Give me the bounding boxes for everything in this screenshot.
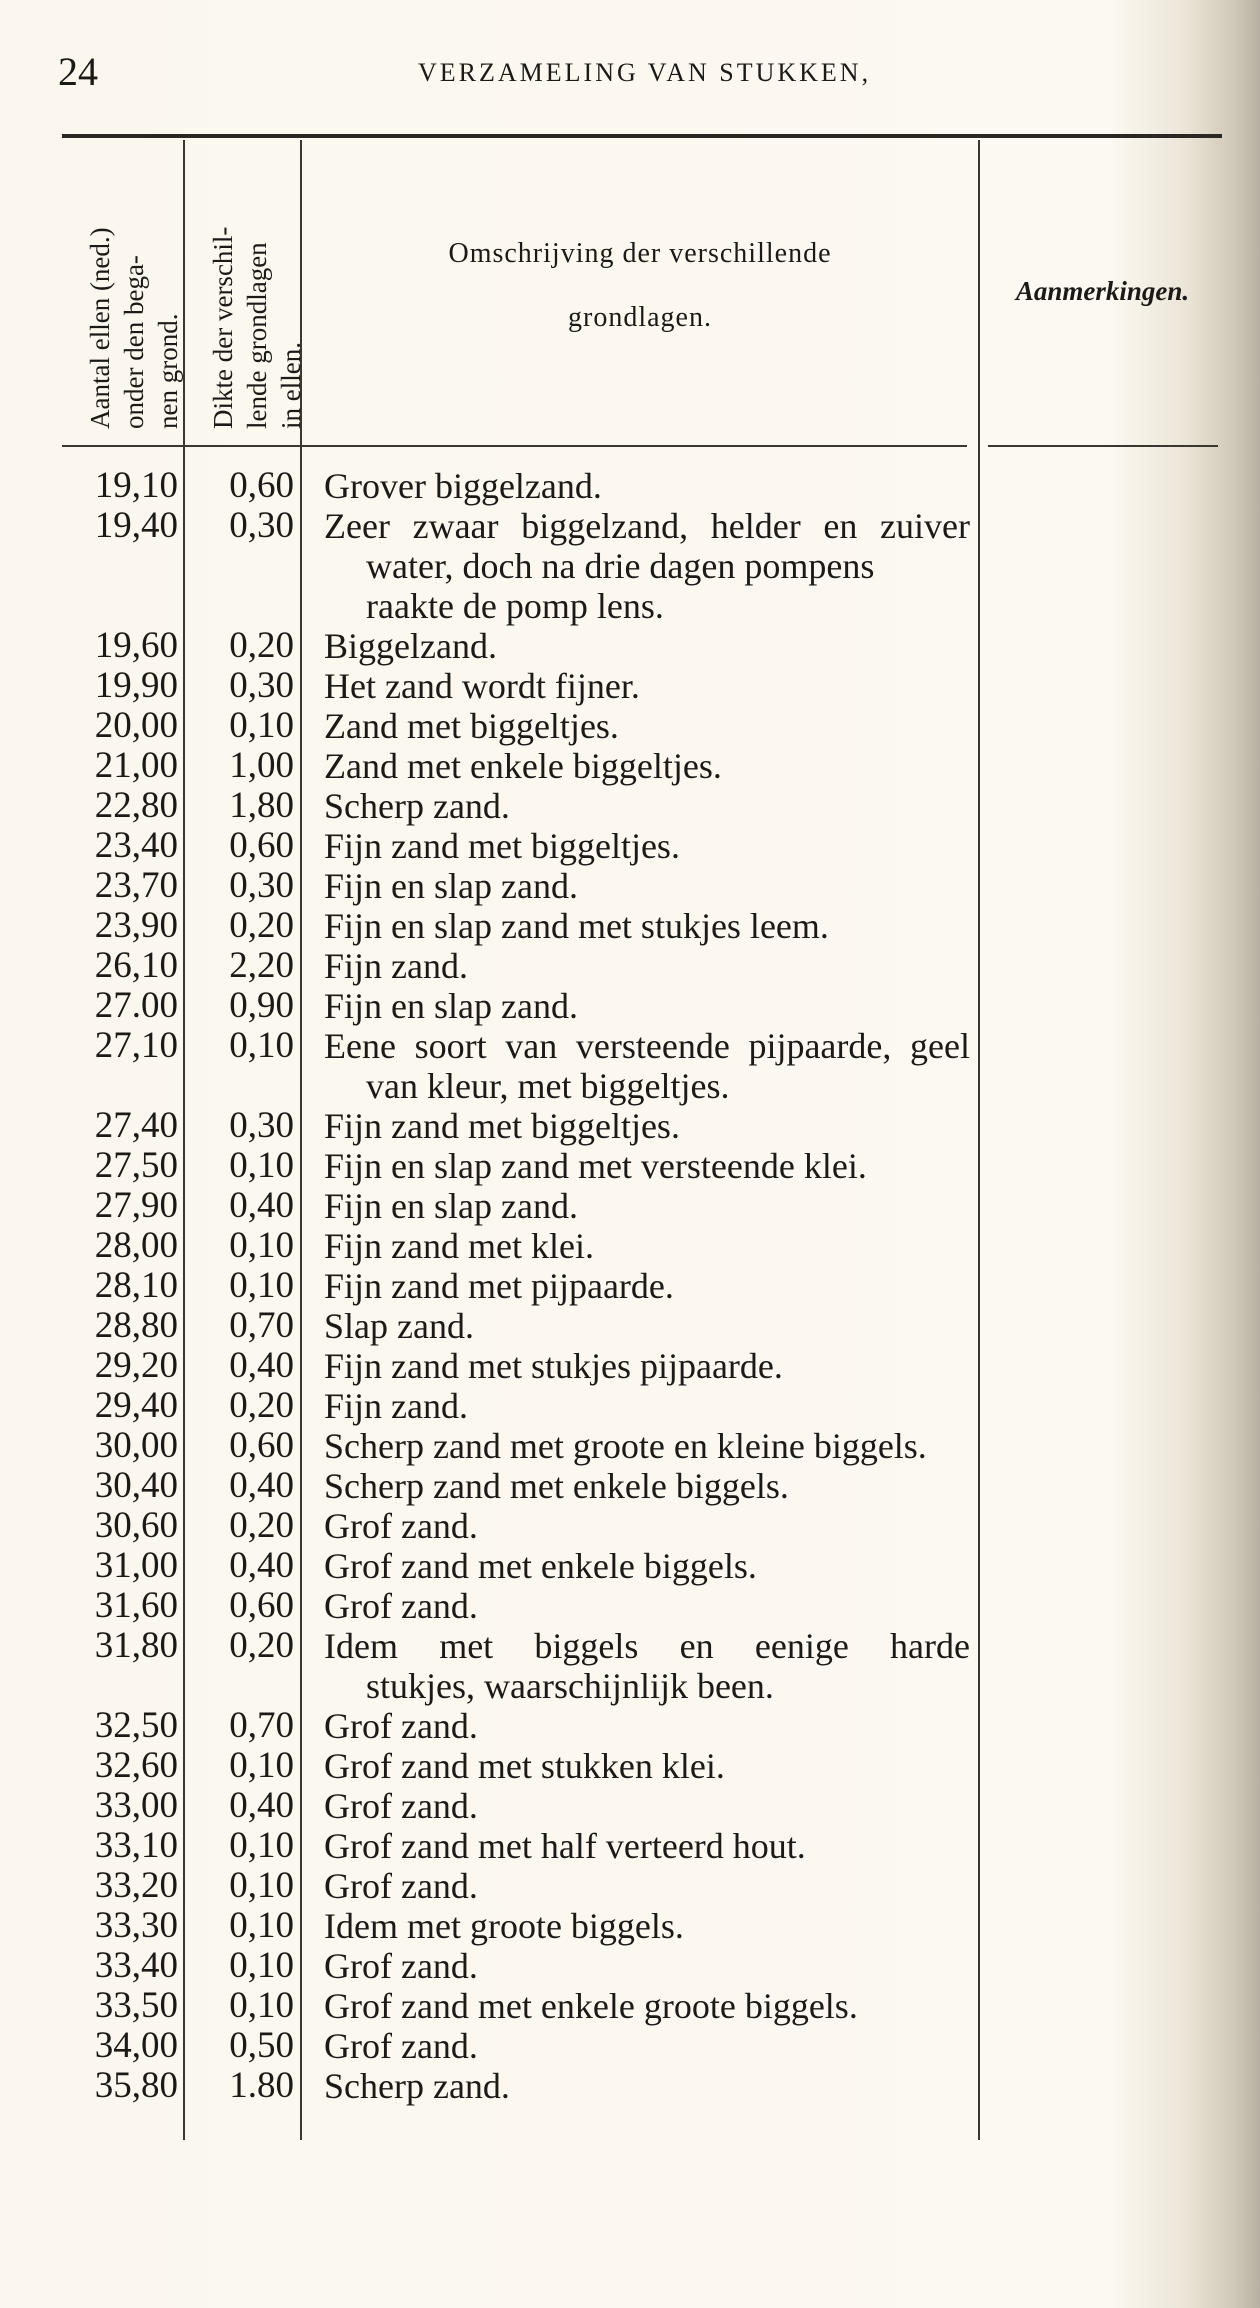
description-cell <box>324 1506 970 1546</box>
thickness-value: 0,10 <box>229 1985 294 2026</box>
description-line: Fijn zand met klei. <box>324 1226 594 1266</box>
description-cell <box>324 1746 970 1786</box>
description-line: Eene soort van versteende pijpaarde, geel <box>324 1026 970 1066</box>
description-line: Grover biggelzand. <box>324 466 602 506</box>
table-row <box>0 626 1260 666</box>
depth-value: 33,20 <box>94 1865 178 1906</box>
thickness-value: 1.80 <box>229 2065 294 2106</box>
thickness-value: 0,10 <box>229 1225 294 1266</box>
description-line: Fijn zand. <box>324 1386 468 1426</box>
table-row <box>0 1986 1260 2026</box>
depth-value: 33,10 <box>94 1825 178 1866</box>
description-cell <box>324 1466 970 1506</box>
table-row <box>0 1826 1260 1866</box>
description-cell <box>324 1146 970 1186</box>
table-row <box>0 1346 1260 1386</box>
depth-value: 19,40 <box>94 505 178 546</box>
description-line: Biggelzand. <box>324 626 497 666</box>
description-cell <box>324 1266 970 1306</box>
thickness-value: 0,30 <box>229 505 294 546</box>
depth-value: 23,40 <box>94 825 178 866</box>
table-row <box>0 1866 1260 1906</box>
table-row <box>0 1466 1260 1506</box>
description-line: van kleur, met biggeltjes. <box>366 1066 730 1106</box>
description-line: Idem met groote biggels. <box>324 1906 684 1946</box>
table-row <box>0 1906 1260 1946</box>
depth-value: 27,40 <box>94 1105 178 1146</box>
table-row <box>0 466 1260 506</box>
thickness-value: 0,40 <box>229 1345 294 1386</box>
description-cell <box>324 1186 970 1226</box>
description-line: Grof zand. <box>324 1946 478 1986</box>
description-cell <box>324 1946 970 1986</box>
depth-value: 32,60 <box>94 1745 178 1786</box>
thickness-value: 0,10 <box>229 1025 294 1066</box>
description-line: Fijn zand met biggeltjes. <box>324 1106 680 1146</box>
description-line: Scherp zand met groote en kleine biggels. <box>324 1426 927 1466</box>
description-line: Fijn en slap zand. <box>324 866 578 906</box>
description-line: Fijn zand. <box>324 946 468 986</box>
thickness-value: 0,20 <box>229 1505 294 1546</box>
table-row <box>0 786 1260 826</box>
thickness-value: 0,60 <box>229 465 294 506</box>
description-cell <box>324 1586 970 1626</box>
column-header-description-line1: Omschrijving der verschillende <box>448 238 832 269</box>
table-row <box>0 1226 1260 1266</box>
table-row <box>0 506 1260 626</box>
table-row <box>0 2026 1260 2066</box>
description-cell <box>324 1386 970 1426</box>
thickness-value: 0,10 <box>229 1945 294 1986</box>
table-row <box>0 1546 1260 1586</box>
description-line: Grof zand. <box>324 1506 478 1546</box>
description-line: Zand met enkele biggeltjes. <box>324 746 722 786</box>
description-line: Fijn en slap zand. <box>324 1186 578 1226</box>
thickness-value: 0,30 <box>229 665 294 706</box>
depth-value: 34,00 <box>94 2025 178 2066</box>
thickness-value: 1,00 <box>229 745 294 786</box>
thickness-value: 0,70 <box>229 1305 294 1346</box>
description-cell <box>324 866 970 906</box>
depth-value: 29,40 <box>94 1385 178 1426</box>
depth-value: 28,00 <box>94 1225 178 1266</box>
description-cell <box>324 1546 970 1586</box>
description-line: Grof zand met enkele groote biggels. <box>324 1986 858 2026</box>
description-cell <box>324 666 970 706</box>
description-cell <box>324 706 970 746</box>
column-header-depth: Aantal ellen (ned.) onder den bega- nen grond. <box>85 227 183 429</box>
table-row <box>0 1786 1260 1826</box>
description-cell <box>324 1866 970 1906</box>
description-line: Scherp zand. <box>324 786 510 826</box>
thickness-value: 0,10 <box>229 1865 294 1906</box>
description-cell <box>324 2026 970 2066</box>
depth-value: 30,00 <box>94 1425 178 1466</box>
description-cell <box>324 1106 970 1146</box>
thickness-value: 0,10 <box>229 1265 294 1306</box>
column-header-description-line2: grondlagen. <box>568 302 712 333</box>
description-cell <box>324 906 970 946</box>
column-header-thickness: Dikte der verschil- lende grondlagen in ellen. <box>208 226 306 429</box>
description-line: water, doch na drie dagen pompens <box>366 546 875 586</box>
description-line: Grof zand. <box>324 2026 478 2066</box>
description-line: Slap zand. <box>324 1306 474 1346</box>
description-cell <box>324 1826 970 1866</box>
description-cell <box>324 506 970 626</box>
depth-value: 28,10 <box>94 1265 178 1306</box>
table-row <box>0 1306 1260 1346</box>
depth-value: 22,80 <box>94 785 178 826</box>
thickness-value: 0,70 <box>229 1705 294 1746</box>
table-row <box>0 1506 1260 1546</box>
table-row <box>0 1586 1260 1626</box>
thickness-value: 1,80 <box>229 785 294 826</box>
depth-value: 27.00 <box>94 985 178 1026</box>
description-line: Zand met biggeltjes. <box>324 706 619 746</box>
description-cell <box>324 826 970 866</box>
depth-value: 20,00 <box>94 705 178 746</box>
table-row <box>0 1626 1260 1706</box>
depth-value: 35,80 <box>94 2065 178 2106</box>
description-line: Zeer zwaar biggelzand, helder en zuiver <box>324 506 970 546</box>
depth-value: 23,70 <box>94 865 178 906</box>
thickness-value: 2,20 <box>229 945 294 986</box>
thickness-value: 0,20 <box>229 1385 294 1426</box>
description-cell <box>324 1626 970 1706</box>
table-row <box>0 1266 1260 1306</box>
thickness-value: 0,10 <box>229 1145 294 1186</box>
description-cell <box>324 746 970 786</box>
description-line: Fijn zand met stukjes pijpaarde. <box>324 1346 783 1386</box>
description-line: Idem met biggels en eenige harde <box>324 1626 970 1666</box>
description-cell <box>324 1426 970 1466</box>
thickness-value: 0,30 <box>229 1105 294 1146</box>
description-cell <box>324 1226 970 1266</box>
description-cell <box>324 1906 970 1946</box>
description-cell <box>324 466 970 506</box>
description-line: Grof zand. <box>324 1866 478 1906</box>
depth-value: 31,00 <box>94 1545 178 1586</box>
description-cell <box>324 1986 970 2026</box>
depth-value: 30,60 <box>94 1505 178 1546</box>
table-row <box>0 2066 1260 2106</box>
description-cell <box>324 1706 970 1746</box>
description-cell <box>324 1786 970 1826</box>
depth-value: 33,00 <box>94 1785 178 1826</box>
depth-value: 33,30 <box>94 1905 178 1946</box>
table-row <box>0 986 1260 1026</box>
description-line: Fijn en slap zand met versteende klei. <box>324 1146 867 1186</box>
description-line: Fijn zand met biggeltjes. <box>324 826 680 866</box>
thickness-value: 0,20 <box>229 1625 294 1666</box>
depth-value: 26,10 <box>94 945 178 986</box>
description-cell <box>324 626 970 666</box>
thickness-value: 0,60 <box>229 1585 294 1626</box>
thickness-value: 0,40 <box>229 1185 294 1226</box>
table-row <box>0 1106 1260 1146</box>
header-rule-left <box>62 445 967 447</box>
depth-value: 33,40 <box>94 1945 178 1986</box>
table-row <box>0 1746 1260 1786</box>
running-title: VERZAMELING VAN STUKKEN, <box>418 58 872 87</box>
description-line: Het zand wordt fijner. <box>324 666 640 706</box>
table-row <box>0 746 1260 786</box>
description-line: Fijn en slap zand. <box>324 986 578 1026</box>
description-line: stukjes, waarschijnlijk been. <box>366 1666 774 1706</box>
description-cell <box>324 2066 970 2106</box>
description-cell <box>324 1026 970 1106</box>
depth-value: 19,60 <box>94 625 178 666</box>
depth-value: 19,90 <box>94 665 178 706</box>
depth-value: 23,90 <box>94 905 178 946</box>
depth-value: 31,80 <box>94 1625 178 1666</box>
thickness-value: 0,20 <box>229 625 294 666</box>
thickness-value: 0,60 <box>229 825 294 866</box>
table-row <box>0 1146 1260 1186</box>
thickness-value: 0,50 <box>229 2025 294 2066</box>
table-row <box>0 946 1260 986</box>
description-line: Scherp zand. <box>324 2066 510 2106</box>
table-row <box>0 666 1260 706</box>
table-row <box>0 906 1260 946</box>
depth-value: 21,00 <box>94 745 178 786</box>
table-row <box>0 1946 1260 1986</box>
thickness-value: 0,60 <box>229 1425 294 1466</box>
description-cell <box>324 1306 970 1346</box>
thickness-value: 0,30 <box>229 865 294 906</box>
description-line: Grof zand met enkele biggels. <box>324 1546 757 1586</box>
description-line: Fijn zand met pijpaarde. <box>324 1266 674 1306</box>
description-cell <box>324 986 970 1026</box>
description-line: Scherp zand met enkele biggels. <box>324 1466 789 1506</box>
thickness-value: 0,10 <box>229 1745 294 1786</box>
thickness-value: 0,10 <box>229 705 294 746</box>
description-line: Fijn en slap zand met stukjes leem. <box>324 906 829 946</box>
thickness-value: 0,40 <box>229 1465 294 1506</box>
description-line: Grof zand met stukken klei. <box>324 1746 725 1786</box>
thickness-value: 0,40 <box>229 1545 294 1586</box>
depth-value: 27,90 <box>94 1185 178 1226</box>
table-row <box>0 1426 1260 1466</box>
description-line: Grof zand. <box>324 1786 478 1826</box>
thickness-value: 0,40 <box>229 1785 294 1826</box>
description-line: raakte de pomp lens. <box>366 586 664 626</box>
depth-value: 19,10 <box>94 465 178 506</box>
depth-value: 27,10 <box>94 1025 178 1066</box>
description-line: Grof zand. <box>324 1706 478 1746</box>
table-row <box>0 826 1260 866</box>
boring-log-table <box>0 466 1260 2106</box>
depth-value: 33,50 <box>94 1985 178 2026</box>
table-row <box>0 706 1260 746</box>
description-cell <box>324 1346 970 1386</box>
page-header <box>58 48 1208 108</box>
table-row <box>0 1706 1260 1746</box>
depth-value: 28,80 <box>94 1305 178 1346</box>
depth-value: 27,50 <box>94 1145 178 1186</box>
table-row <box>0 1186 1260 1226</box>
description-line: Grof zand. <box>324 1586 478 1626</box>
column-header-remarks: Aanmerkingen. <box>1015 276 1190 306</box>
table-row <box>0 866 1260 906</box>
description-cell <box>324 786 970 826</box>
depth-value: 31,60 <box>94 1585 178 1626</box>
depth-value: 32,50 <box>94 1705 178 1746</box>
header-rule-right <box>988 445 1218 447</box>
description-cell <box>324 946 970 986</box>
depth-value: 29,20 <box>94 1345 178 1386</box>
thickness-value: 0,10 <box>229 1825 294 1866</box>
description-line: Grof zand met half verteerd hout. <box>324 1826 806 1866</box>
thickness-value: 0,10 <box>229 1905 294 1946</box>
table-row <box>0 1026 1260 1106</box>
thickness-value: 0,90 <box>229 985 294 1026</box>
table-row <box>0 1386 1260 1426</box>
thickness-value: 0,20 <box>229 905 294 946</box>
page-number: 24 <box>58 49 98 94</box>
depth-value: 30,40 <box>94 1465 178 1506</box>
